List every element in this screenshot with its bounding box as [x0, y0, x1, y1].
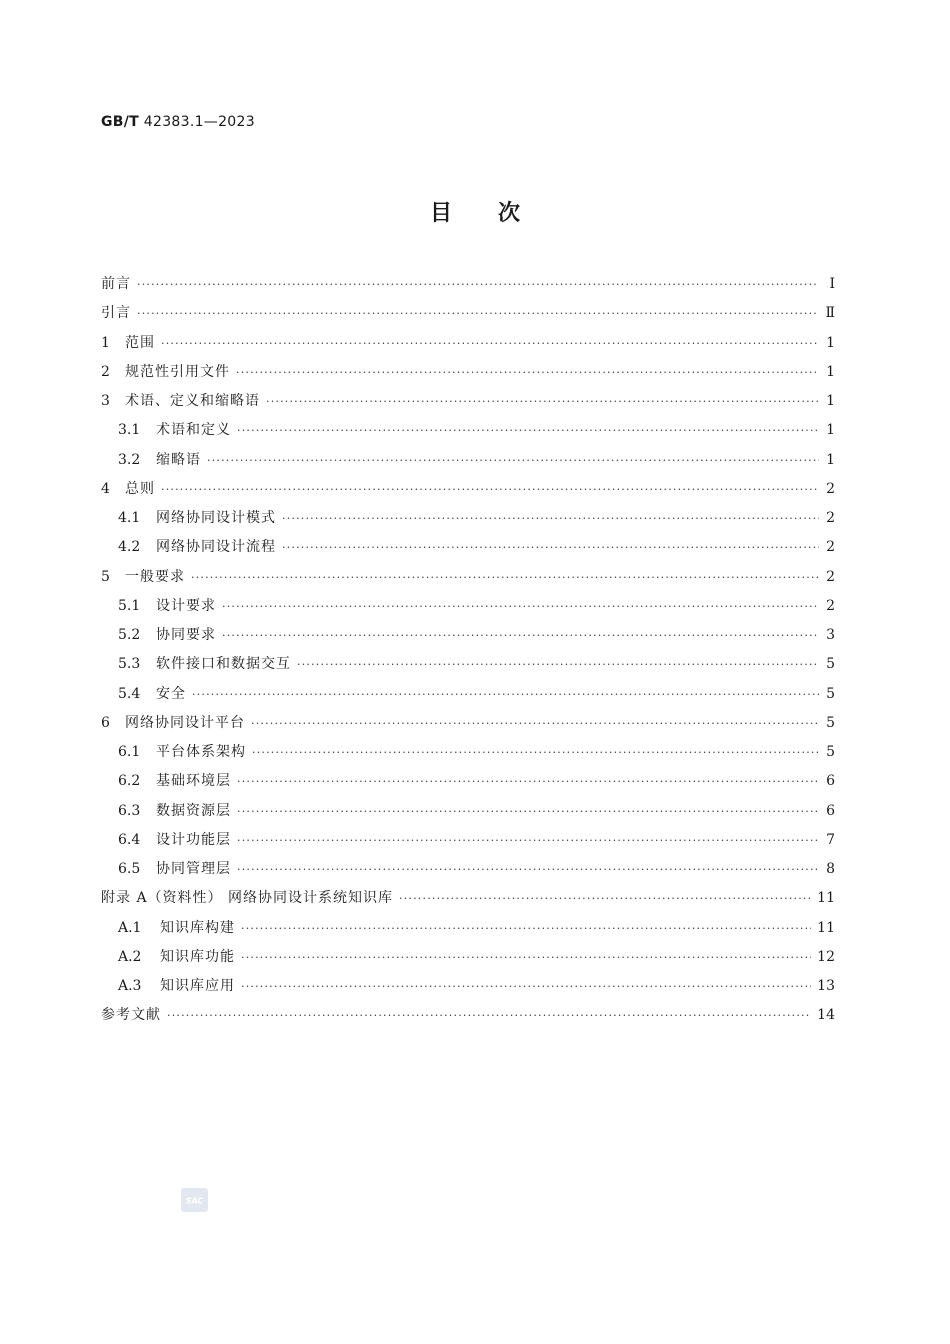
- toc-entry-label: 协同要求: [156, 627, 216, 643]
- toc-entry[interactable]: [101, 592, 835, 621]
- toc-entry-number: 4.2: [118, 539, 141, 556]
- toc-entry[interactable]: [101, 270, 835, 299]
- toc-entry-label: 设计要求: [156, 597, 216, 614]
- sac-logo-text: SAC: [185, 1196, 204, 1206]
- toc-entry-page-number: 5: [826, 714, 835, 731]
- toc-entry-label: 网络协同设计流程: [156, 539, 276, 556]
- toc-entry-number: A.1: [118, 919, 142, 936]
- toc-entry[interactable]: [101, 943, 835, 972]
- toc-entry[interactable]: [101, 972, 835, 1001]
- toc-entry-label: 前言: [101, 276, 131, 292]
- toc-entry-label: 知识库构建: [160, 919, 235, 936]
- toc-entry-page-number: 14: [817, 1007, 835, 1024]
- toc-entry-label: 术语、定义和缩略语: [125, 393, 260, 409]
- toc-entry-label: 范围: [125, 334, 155, 351]
- toc-entry[interactable]: [101, 504, 835, 533]
- toc-entry-number: 1: [101, 334, 110, 351]
- toc-entry[interactable]: [101, 358, 835, 387]
- toc-entry[interactable]: [101, 709, 835, 738]
- toc-dot-leader: [282, 504, 819, 533]
- toc-entry-page-number: 1: [826, 393, 835, 409]
- toc-dot-leader: [192, 680, 819, 709]
- toc-entry-page-number: 1: [826, 334, 835, 351]
- toc-entry-number: 3.2: [118, 451, 141, 468]
- toc-entry-page-number: 8: [826, 861, 835, 877]
- table-of-contents: [101, 270, 835, 1031]
- toc-entry-label: 参考文献: [101, 1007, 161, 1024]
- toc-entry-page-number: 11: [817, 919, 835, 936]
- toc-entry[interactable]: [101, 738, 835, 767]
- toc-dot-leader: [241, 943, 811, 972]
- toc-dot-leader: [251, 709, 819, 738]
- toc-dot-leader: [137, 270, 819, 299]
- toc-entry[interactable]: [101, 884, 835, 913]
- toc-entry-page-number: Ⅱ: [825, 305, 835, 322]
- toc-entry-label: 设计功能层: [156, 831, 231, 848]
- toc-entry-number: 6.1: [118, 744, 141, 760]
- toc-entry-number: 4: [101, 480, 110, 497]
- toc-entry-label: 缩略语: [156, 451, 201, 468]
- toc-entry[interactable]: [101, 475, 835, 504]
- toc-dot-leader: [266, 387, 819, 416]
- toc-dot-leader: [237, 826, 819, 855]
- toc-entry-label: 安全: [156, 685, 186, 702]
- toc-dot-leader: [161, 475, 819, 504]
- toc-entry-label: 协同管理层: [156, 861, 231, 877]
- toc-entry-page-number: 2: [826, 480, 835, 497]
- toc-entry-page-number: 2: [826, 597, 835, 614]
- toc-entry-number: 5.3: [118, 656, 141, 673]
- toc-dot-leader: [237, 855, 819, 884]
- toc-entry-number: 5.1: [118, 597, 141, 614]
- toc-dot-leader: [191, 563, 819, 592]
- toc-entry-label: 数据资源层: [156, 802, 231, 819]
- toc-entry[interactable]: [101, 446, 835, 475]
- standard-code-prefix: GB/T: [101, 114, 140, 130]
- toc-entry[interactable]: [101, 533, 835, 562]
- toc-entry-page-number: 6: [826, 802, 835, 819]
- toc-entry-label: 知识库功能: [160, 948, 235, 965]
- toc-dot-leader: [241, 914, 811, 943]
- toc-entry-page-number: 5: [826, 685, 835, 702]
- toc-entry-page-number: 12: [817, 948, 835, 965]
- toc-dot-leader: [282, 533, 819, 562]
- toc-entry-page-number: 13: [817, 978, 835, 994]
- toc-entry-page-number: 1: [826, 363, 835, 380]
- toc-entry-number: A.3: [118, 978, 142, 994]
- toc-entry-label: 引言: [101, 305, 131, 322]
- toc-entry[interactable]: [101, 855, 835, 884]
- toc-entry[interactable]: [101, 914, 835, 943]
- toc-entry-number: 5.2: [118, 627, 141, 643]
- toc-entry-number: 3: [101, 393, 110, 409]
- toc-dot-leader: [207, 446, 819, 475]
- toc-entry-number: 2: [101, 363, 110, 380]
- toc-dot-leader: [399, 884, 811, 913]
- toc-entry-page-number: 2: [826, 510, 835, 526]
- toc-entry-number: 6.3: [118, 802, 141, 819]
- toc-entry-label: 术语和定义: [156, 422, 231, 439]
- toc-entry[interactable]: [101, 621, 835, 650]
- toc-entry[interactable]: [101, 680, 835, 709]
- toc-entry-label: 软件接口和数据交互: [156, 656, 291, 673]
- toc-entry-label: 规范性引用文件: [125, 363, 230, 380]
- toc-entry-label: 平台体系架构: [156, 744, 246, 760]
- toc-dot-leader: [161, 329, 819, 358]
- toc-entry-page-number: 1: [826, 422, 835, 439]
- toc-dot-leader: [137, 299, 819, 328]
- toc-entry[interactable]: [101, 767, 835, 796]
- sac-logo-icon: [181, 1188, 208, 1212]
- toc-entry-page-number: 7: [826, 831, 835, 848]
- toc-entry-page-number: 11: [817, 890, 835, 907]
- toc-entry-page-number: 5: [826, 744, 835, 760]
- toc-dot-leader: [241, 972, 811, 1001]
- toc-dot-leader: [222, 621, 819, 650]
- toc-entry-number: 6.2: [118, 773, 141, 790]
- toc-entry[interactable]: [101, 650, 835, 679]
- toc-dot-leader: [252, 738, 819, 767]
- toc-entry-label: 网络协同设计模式: [156, 510, 276, 526]
- toc-entry-page-number: 1: [826, 451, 835, 468]
- toc-entry-page-number: 5: [826, 656, 835, 673]
- toc-entry[interactable]: [101, 826, 835, 855]
- toc-entry-number: 6.5: [118, 861, 141, 877]
- toc-dot-leader: [167, 1001, 811, 1030]
- standard-code-number: 42383.1—2023: [143, 114, 255, 130]
- toc-dot-leader: [237, 416, 819, 445]
- toc-entry-number: 5.4: [118, 685, 141, 702]
- toc-dot-leader: [222, 592, 819, 621]
- toc-dot-leader: [237, 767, 819, 796]
- toc-entry[interactable]: [101, 299, 835, 328]
- page-title: 目次: [429, 201, 566, 226]
- toc-entry-label: 总则: [125, 480, 155, 497]
- toc-entry-page-number: 6: [826, 773, 835, 790]
- toc-dot-leader: [236, 358, 819, 387]
- toc-entry-page-number: 2: [826, 568, 835, 585]
- toc-entry[interactable]: [101, 329, 835, 358]
- toc-entry-page-number: 3: [826, 627, 835, 643]
- toc-entry-label: 一般要求: [125, 568, 185, 585]
- toc-entry-label: 知识库应用: [160, 978, 235, 994]
- toc-entry-page-number: Ⅰ: [829, 276, 835, 292]
- toc-entry-label: 基础环境层: [156, 773, 231, 790]
- toc-dot-leader: [237, 797, 819, 826]
- toc-entry-number: A.2: [118, 948, 142, 965]
- toc-dot-leader: [297, 650, 819, 679]
- toc-entry-label: 附录 A（资料性） 网络协同设计系统知识库: [101, 890, 394, 907]
- toc-entry-number: 6: [101, 714, 110, 731]
- standard-code: [101, 114, 255, 130]
- toc-entry-number: 3.1: [118, 422, 141, 439]
- toc-entry[interactable]: [101, 387, 835, 416]
- toc-entry-number: 6.4: [118, 831, 141, 848]
- toc-entry[interactable]: [101, 797, 835, 826]
- toc-entry-number: 4.1: [118, 510, 141, 526]
- toc-entry[interactable]: [101, 1001, 835, 1030]
- toc-entry-number: 5: [101, 568, 110, 585]
- toc-entry-page-number: 2: [826, 539, 835, 556]
- toc-entry-label: 网络协同设计平台: [125, 714, 245, 731]
- toc-entry[interactable]: [101, 563, 835, 592]
- toc-entry[interactable]: [101, 416, 835, 445]
